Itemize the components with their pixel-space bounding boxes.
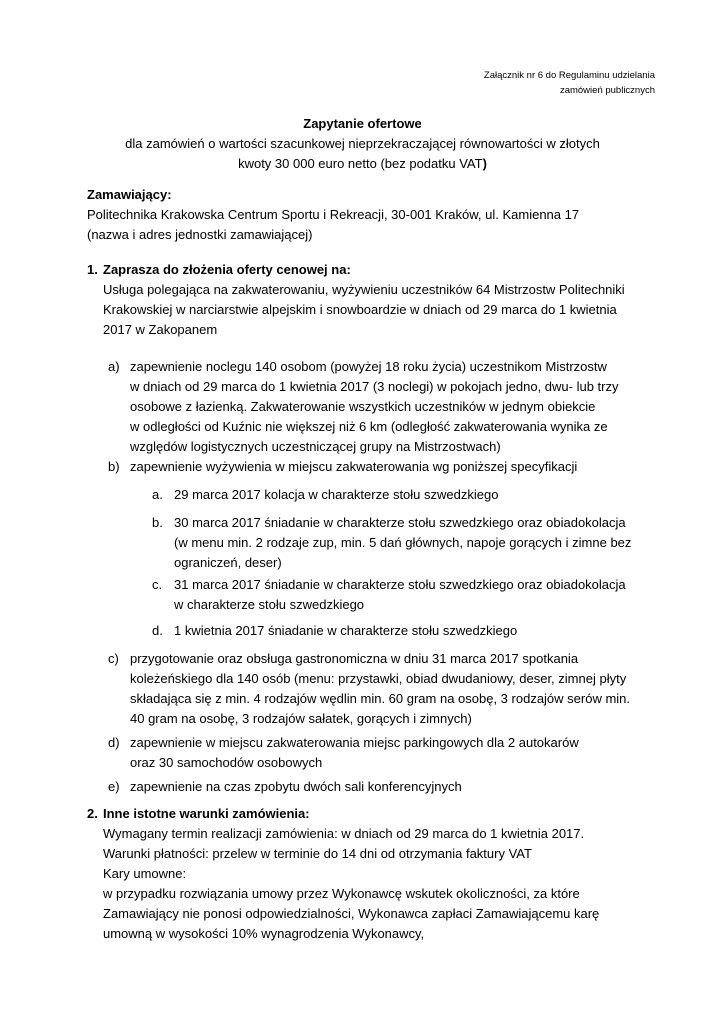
section-1-number: 1. bbox=[87, 262, 98, 277]
section-1-line: 2017 w Zakopanem bbox=[103, 322, 218, 337]
sub-item-d bbox=[152, 621, 662, 641]
list-item-b bbox=[108, 457, 668, 477]
list-marker: e) bbox=[108, 779, 120, 794]
list-marker: b) bbox=[108, 459, 120, 474]
list-item-line: zapewnienie w miejscu zakwaterowania miejsc parkingowych dla 2 autokarów bbox=[130, 735, 579, 750]
list-item-line: w dniach od 29 marca do 1 kwietnia 2017 (3 noclegi) w pokojach jedno, dwu- lub trzy bbox=[130, 379, 619, 394]
list-marker: c) bbox=[108, 651, 119, 666]
section-2-line: Warunki płatności: przelew w terminie do 14 dni od otrzymania faktury VAT bbox=[103, 846, 532, 861]
list-item-c bbox=[108, 649, 668, 729]
list-item-line: zapewnienie noclegu 140 osobom (powyżej 18 roku życia) uczestnikom Mistrzostw bbox=[130, 359, 607, 374]
section-2-line: Wymagany termin realizacji zamówienia: w dniach od 29 marca do 1 kwietnia 2017. bbox=[103, 826, 585, 841]
list-item-line: zapewnienie na czas zpobytu dwóch sali konferencyjnych bbox=[130, 779, 462, 794]
section-2-number: 2. bbox=[87, 806, 98, 821]
section-1-line: Krakowskiej w narciarstwie alpejskim i snowboardzie w dniach od 29 marca do 1 kwietnia bbox=[103, 302, 617, 317]
section-2-line: Kary umowne: bbox=[103, 866, 187, 881]
list-item-line: w odległości od Kuźnic nie większej niż 6 km (odległość zakwaterowania wynika ze bbox=[130, 419, 608, 434]
list-marker: d) bbox=[108, 735, 120, 750]
list-item-line: oraz 30 samochodów osobowych bbox=[130, 755, 323, 770]
list-item-line: względów logistycznych uczestniczącej grupy na Mistrzostwach) bbox=[130, 439, 501, 454]
sub-marker: d. bbox=[152, 623, 163, 638]
list-item-line: 40 gram na osobę, 3 rodzajów sałatek, gorących i zimnych) bbox=[130, 711, 472, 726]
sub-item-line: 30 marca 2017 śniadanie w charakterze stołu szwedzkiego oraz obiadokolacja bbox=[174, 515, 626, 530]
ordering-party-note: (nazwa i adres jednostki zamawiającej) bbox=[87, 227, 313, 242]
document-title: Zapytanie ofertowe bbox=[303, 116, 422, 131]
annex-note bbox=[484, 68, 655, 98]
sub-marker: b. bbox=[152, 515, 163, 530]
sub-item-line: (w menu min. 2 rodzaje zup, min. 5 dań głównych, napoje gorących i zimne bez bbox=[174, 535, 632, 550]
list-item-line: składająca się z min. 4 rodzajów wędlin min. 60 gram na osobę, 3 rodzajów serów min. bbox=[130, 691, 631, 706]
sub-item-line: 1 kwietnia 2017 śniadanie w charakterze stołu szwedzkiego bbox=[174, 623, 518, 638]
section-2-line: umowną w wysokości 10% wynagrodzenia Wykonawcy, bbox=[103, 926, 425, 941]
list-item-a bbox=[108, 357, 668, 457]
list-item-line: przygotowanie oraz obsługa gastronomiczna w dniu 31 marca 2017 spotkania bbox=[130, 651, 579, 666]
sub-item-line: w charakterze stołu szwedzkiego bbox=[174, 597, 365, 612]
sub-item-a bbox=[152, 485, 662, 505]
sub-marker: c. bbox=[152, 577, 163, 592]
section-2-line: w przypadku rozwiązania umowy przez Wykonawcę wskutek okoliczności, za które bbox=[103, 886, 580, 901]
section-1-title: Zaprasza do złożenia oferty cenowej na: bbox=[103, 262, 351, 277]
list-item-line: zapewnienie wyżywienia w miejscu zakwaterowania wg poniższej specyfikacji bbox=[130, 459, 578, 474]
section-1 bbox=[87, 260, 662, 340]
section-2-title: Inne istotne warunki zamówienia: bbox=[103, 806, 310, 821]
list-item-d bbox=[108, 733, 668, 773]
sub-item-line: 29 marca 2017 kolacja w charakterze stołu szwedzkiego bbox=[174, 487, 499, 502]
section-2-line: Zamawiający nie ponosi odpowiedzialności, Wykonawca zapłaci Zamawiającemu karę bbox=[103, 906, 600, 921]
sub-marker: a. bbox=[152, 487, 163, 502]
sub-item-line: ograniczeń, deser) bbox=[174, 555, 282, 570]
ordering-party-name: Politechnika Krakowska Centrum Sportu i Rekreacji, 30-001 Kraków, ul. Kamienna 17 bbox=[87, 207, 580, 222]
section-2 bbox=[87, 804, 662, 944]
list-marker: a) bbox=[108, 359, 120, 374]
annex-line-1: Załącznik nr 6 do Regulaminu udzielania bbox=[483, 70, 655, 81]
annex-line-2: zamówień publicznych bbox=[559, 85, 655, 96]
list-item-line: koleżeńskiego dla 140 osób (menu: przystawki, obiad dwudaniowy, deser, zimnej płyty bbox=[130, 671, 627, 686]
list-item-line: osobowe z łazienką. Zakwaterowanie wszystkich uczestników w jednym obiekcie bbox=[130, 399, 596, 414]
section-1-line: Usługa polegająca na zakwaterowaniu, wyżywieniu uczestników 64 Mistrzostw Politechniki bbox=[103, 282, 625, 297]
subtitle-2-paren: ) bbox=[482, 156, 487, 171]
subtitle-2-text: kwoty 30 000 euro netto (bez podatku VAT bbox=[238, 156, 483, 171]
document-heading bbox=[0, 114, 725, 174]
list-item-e bbox=[108, 777, 668, 797]
sub-item-b bbox=[152, 513, 662, 573]
ordering-party bbox=[87, 185, 662, 245]
sub-item-line: 31 marca 2017 śniadanie w charakterze stołu szwedzkiego oraz obiadokolacja bbox=[174, 577, 626, 592]
sub-item-c bbox=[152, 575, 662, 615]
document-subtitle-2 bbox=[0, 154, 725, 174]
document-subtitle-1: dla zamówień o wartości szacunkowej nieprzekraczającej równowartości w złotych bbox=[125, 136, 600, 151]
ordering-party-label: Zamawiający: bbox=[87, 187, 172, 202]
